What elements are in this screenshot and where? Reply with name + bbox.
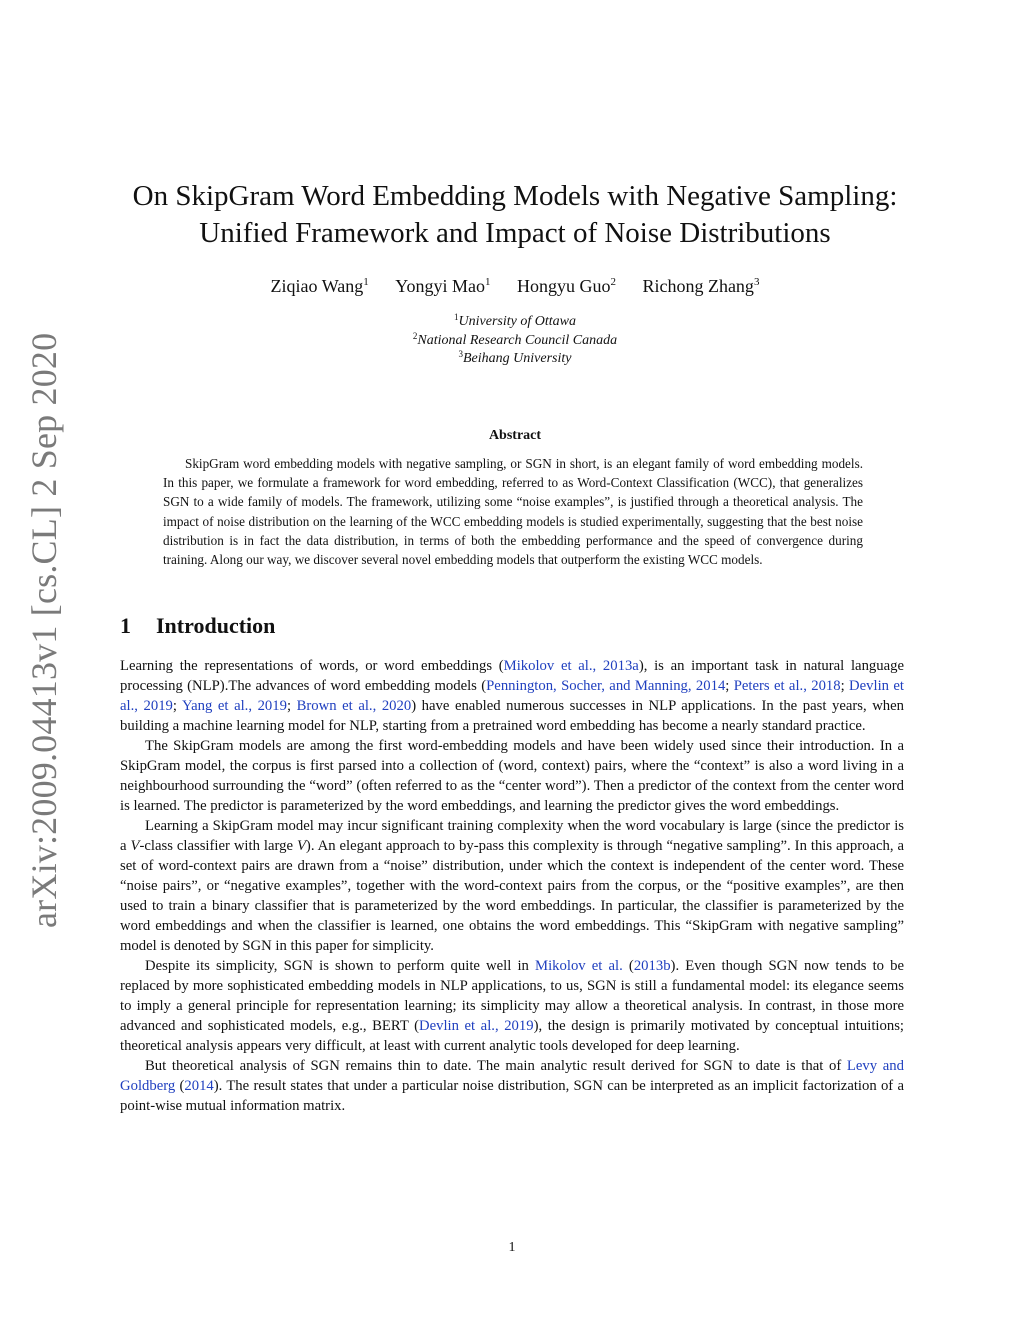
paragraph: Learning the representations of words, or word embeddings (Mikolov et al., 2013a), is an important task in natural language processing (NLP).The advances of word embedding models (Pennington, Socher, and Manning, 2014; Peters et al., 2018; Devlin et al., 2019; Yang et al., 2019; Brown et al., 2020) have enabled numerous successes in NLP applications. In the past years, when building a machine learning model for NLP, starting from a pretrained word embedding has become a nearly standard practice.: [120, 658, 905, 734]
citation-link[interactable]: Mikolov et al.: [535, 958, 623, 974]
citation-link[interactable]: Mikolov et al., 2013a: [503, 658, 639, 674]
title-line-2: Unified Framework and Impact of Noise Distributions: [199, 217, 831, 249]
section-title: Introduction: [156, 613, 276, 638]
affiliation: $^1$University of Ottawa: [454, 312, 576, 329]
math-variable: V: [130, 838, 140, 854]
arxiv-identifier: arXiv:2009.04413v1 [cs.CL] 2 Sep 2020: [24, 332, 64, 928]
paper-title: [110, 178, 920, 252]
citation-link[interactable]: Yang et al., 2019: [182, 698, 287, 714]
citation-link[interactable]: Pennington, Socher, and Manning, 2014: [486, 678, 726, 694]
math-variable: V: [296, 838, 306, 854]
citation-link[interactable]: Brown et al., 2020: [296, 698, 412, 714]
author: Hongyu Guo$^2$: [516, 276, 616, 296]
paragraph: Learning a SkipGram model may incur significant training complexity when the word vocabulary is large (since the predictor is a V-class classifier with large V). An elegant approach to by-pass this complexity is through “negative sampling”. In this approach, a set of word-context pairs are drawn from a “noise” distribution, under which the context is independent of the center word. These “noise pairs”, or “negative examples”, together with the word-context pairs from the corpus, or the “positive examples”, are then used to train a binary classifier that is parameterized by the word embeddings. In particular, the classifier is parameterized by the word embeddings and when the classifier is learned, one obtains the word embeddings. This “SkipGram with negative sampling” model is denoted by SGN in this paper for simplicity.: [120, 818, 905, 954]
citation-link[interactable]: Peters et al., 2018: [733, 678, 841, 694]
page-number: 1: [508, 1240, 516, 1255]
affiliation: $^3$Beihang University: [458, 349, 572, 366]
author: Yongyi Mao$^1$: [395, 276, 491, 296]
section-number: 1: [120, 613, 131, 638]
abstract-heading: Abstract: [488, 428, 542, 443]
citation-link[interactable]: Devlin et al., 2019: [120, 678, 904, 714]
abstract-text: SkipGram word embedding models with negative sampling, or SGN in short, is an elegant family of word embedding models. In this paper, we formulate a framework for word embedding, referred to as Word-Context Classification (WCC), that generalizes SGN to a wide family of models. The framework, utilizing some “noise examples”, is justified through a theoretical analysis. The impact of noise distribution on the learning of the WCC embedding models is studied experimentally, suggesting that the best noise distribution is in fact the data distribution, in terms of both the embedding performance and the speed of convergence during training. Along our way, we discover several novel embedding models that outperform the existing WCC models.: [163, 456, 863, 568]
author: Ziqiao Wang$^1$: [270, 276, 369, 296]
title-line-1: On SkipGram Word Embedding Models with Negative Sampling:: [132, 180, 898, 212]
paragraph: Despite its simplicity, SGN is shown to perform quite well in Mikolov et al. (2013b). Even though SGN now tends to be replaced by more sophisticated embedding models in NLP applications, to us, SGN is still a fundamental model: its elegance seems to imply a general principle for representation learning; its simplicity may allow a theoretical analysis. In contrast, in those more advanced and sophisticated models, e.g., BERT (Devlin et al., 2019), the design is primarily motivated by conceptual intuitions; theoretical analysis appears very difficult, at least with current analytic tools developed for deep learning.: [120, 958, 904, 1054]
citation-link[interactable]: Levy and Goldberg: [120, 1058, 904, 1094]
citation-link[interactable]: Devlin et al., 2019: [418, 1018, 534, 1034]
affiliation: $^2$National Research Council Canada: [412, 330, 618, 348]
paragraph: But theoretical analysis of SGN remains thin to date. The main analytic result derived for SGN to date is that of Levy and Goldberg (2014). The result states that under a particular noise distribution, SGN can be interpreted as an implicit factorization of a point-wise mutual information matrix.: [120, 1058, 904, 1114]
affiliation-list: [110, 313, 920, 369]
section-heading: [120, 613, 275, 639]
author-list: [110, 274, 920, 298]
citation-link[interactable]: 2013b: [633, 958, 671, 974]
author: Richong Zhang$^3$: [642, 276, 760, 296]
citation-link[interactable]: 2014: [184, 1078, 214, 1094]
section-body: [120, 656, 904, 1116]
paragraph: The SkipGram models are among the first word-embedding models and have been widely used since their introduction. In a SkipGram model, the corpus is first parsed into a collection of (word, context) pairs, where the “context” is also a word living in a neighbourhood surrounding the “word” (often referred to as the “center word”). Then a predictor of the context from the center word is learned. The predictor is parameterized by the word embeddings, and learning the predictor gives the word embeddings.: [120, 738, 904, 814]
